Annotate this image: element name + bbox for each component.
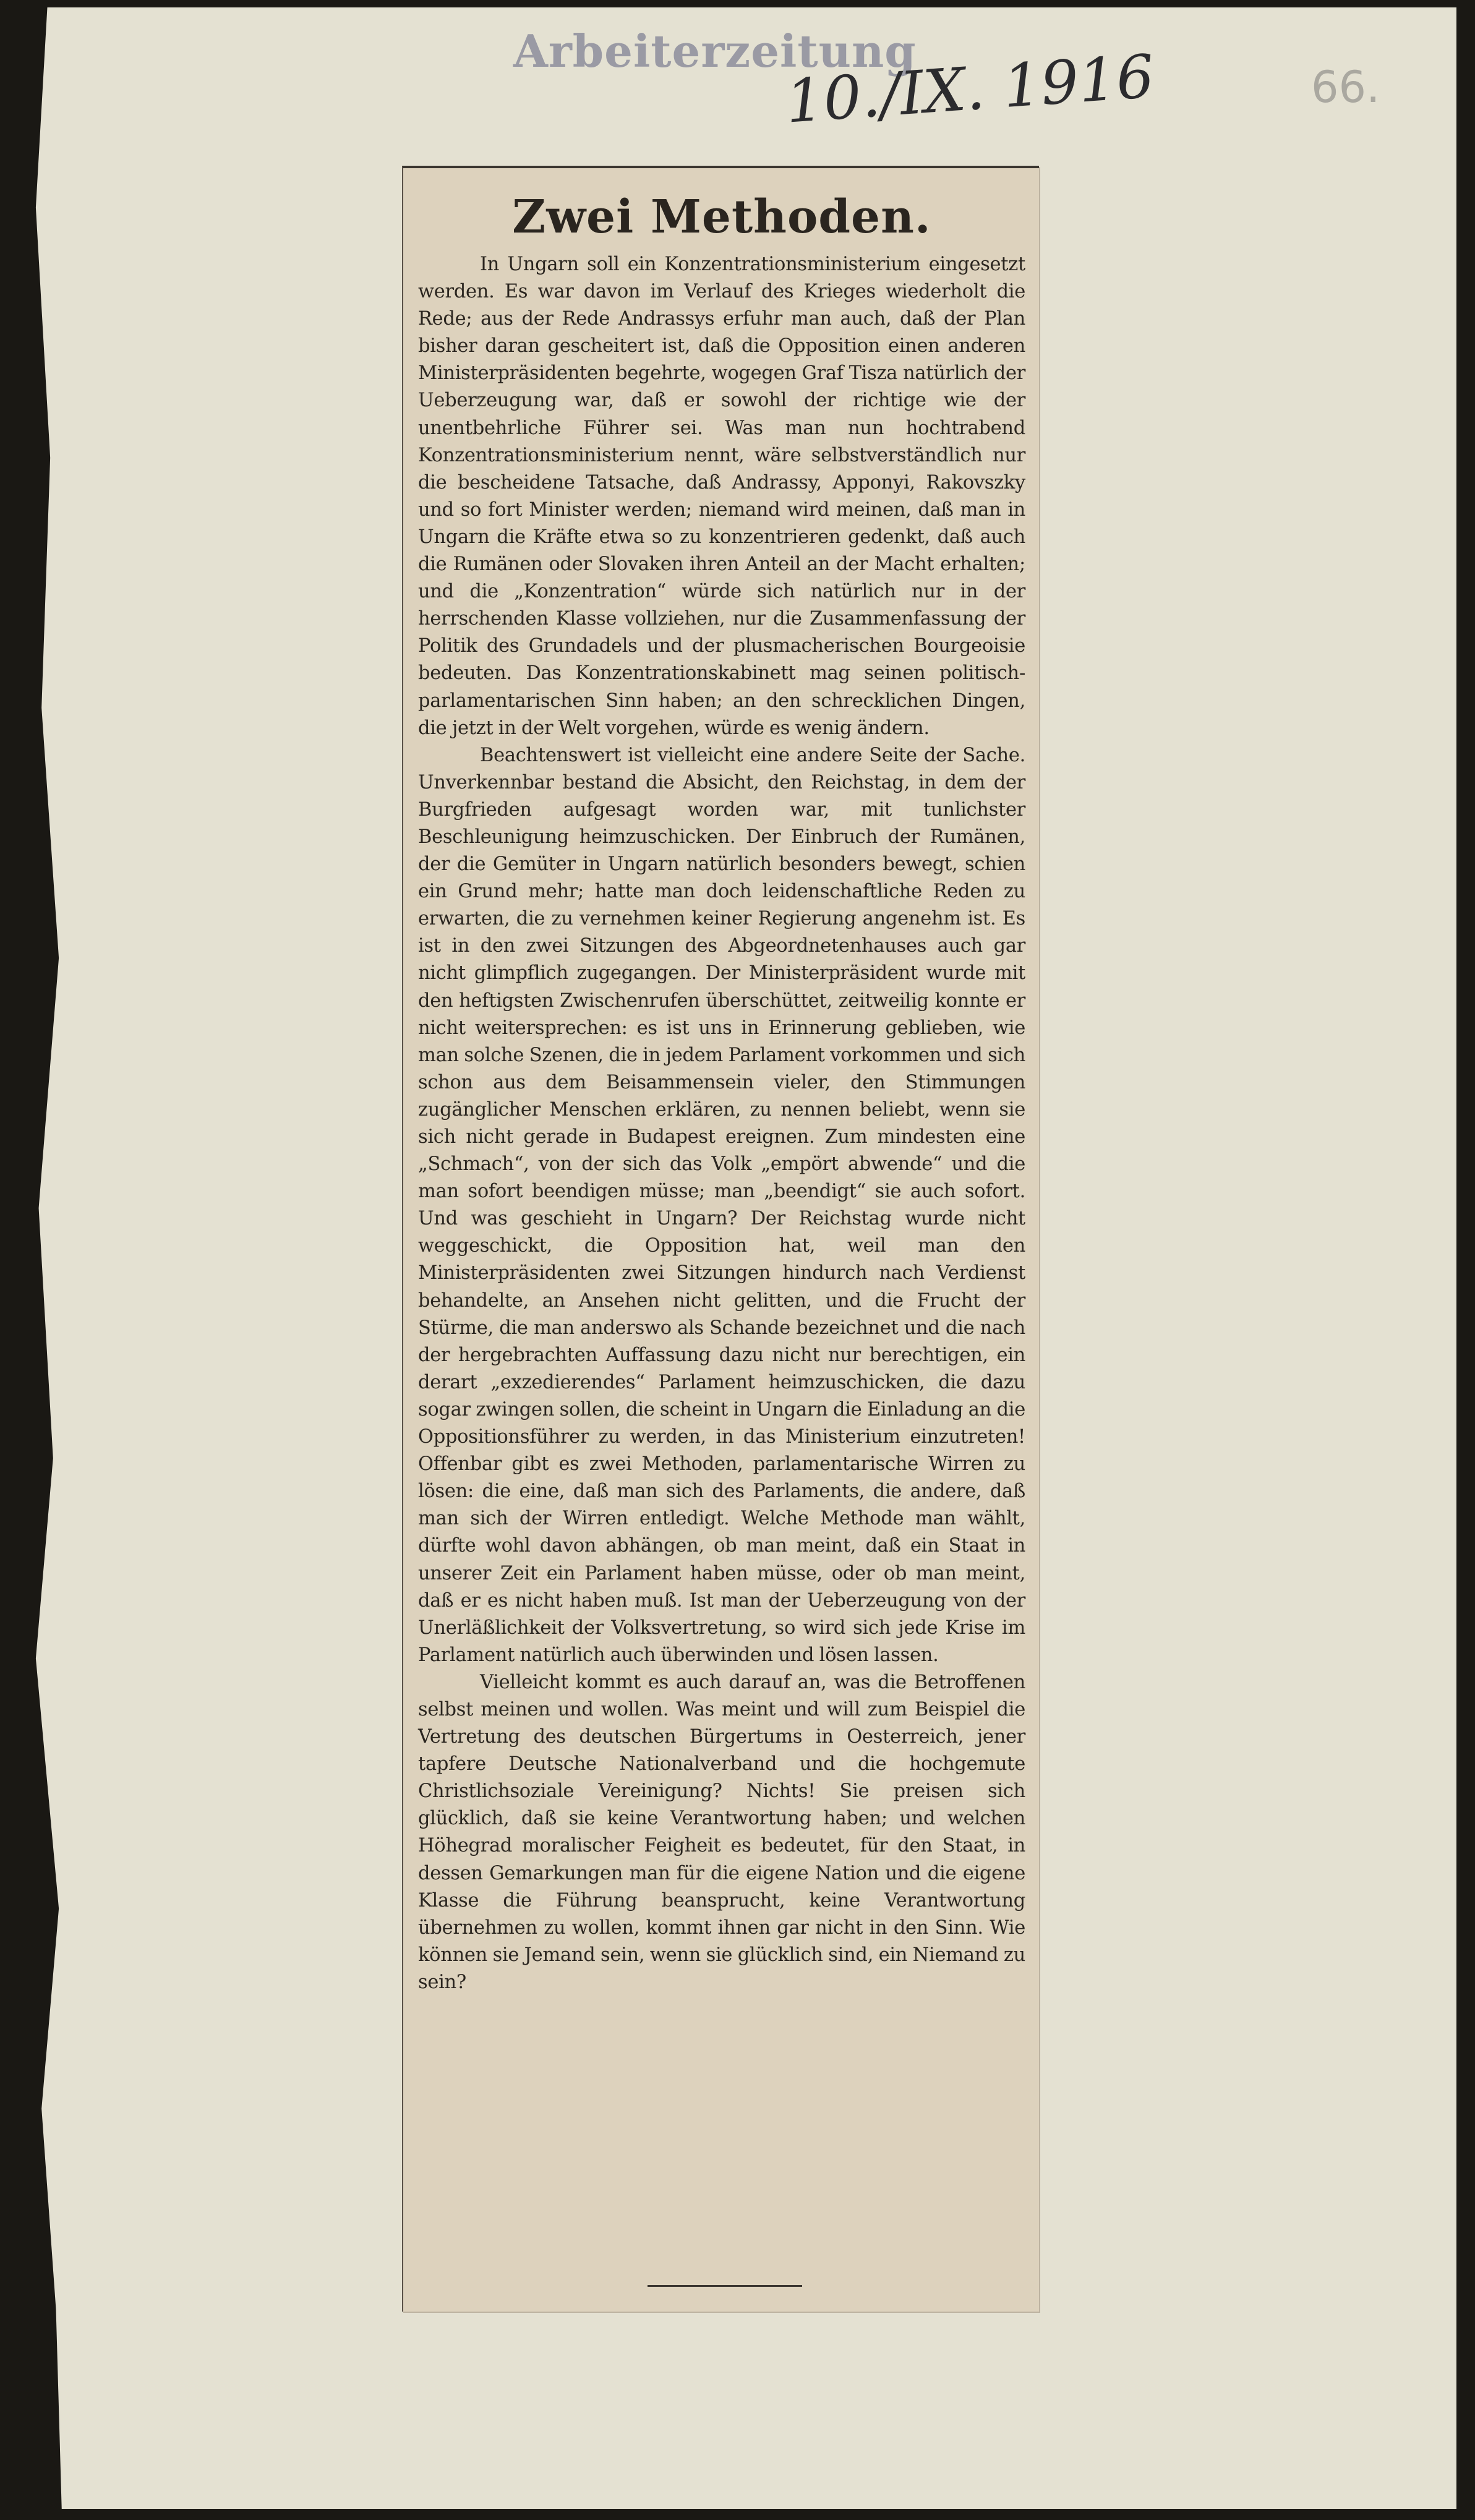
article-title: Zwei Methoden.	[512, 190, 931, 244]
article-paragraph: In Ungarn soll ein Konzentrationsministerium eingesetzt werden. Es war davon im Verlauf des Krieges wiederholt die Rede; aus der Rede Andrassys erfuhr man auch, daß der Plan bisher daran gescheitert ist, daß die Opposition einen anderen Ministerpräsidenten begehrte, wogegen Graf Tisza natürlich der Ueberzeugung war, daß er sowohl der richtige wie der unentbehrliche Führer sei. Was man nun hochtrabend Konzentrationsministerium nennt, wäre selbstverständlich nur die bescheidene Tatsache, daß Andrassy, Apponyi, Rakovszky und so fort Minister werden; niemand wird meinen, daß man in Ungarn die Kräfte etwa so zu konzentrieren gedenkt, daß auch die Rumänen oder Slovaken ihren Anteil an der Macht erhalten; und die „Konzentration“ würde sich natürlich nur in der herrschenden Klasse vollziehen, nur die Zusammenfassung der Politik des Grundadels und der plusmacherischen Bourgeoisie bedeuten. Das Konzentrationskabinett mag seinen politisch-parlamentarischen Sinn haben; an den schrecklichen Dingen, die jetzt in der Welt vorgehen, würde es wenig ändern.	[418, 254, 1025, 739]
end-rule	[648, 2285, 802, 2287]
page-number: 66.	[1311, 62, 1380, 113]
archive-stamp: Arbeiterzeitung	[513, 25, 917, 77]
newspaper-clipping	[402, 166, 1039, 2312]
article-paragraph: Beachtenswert ist vielleicht eine andere Seite der Sache. Unverkennbar bestand die Absicht, den Reichstag, in dem der Burgfrieden aufgesagt worden war, mit tunlichster Beschleunigung heimzuschicken. Der Einbruch der Rumänen, der die Gemüter in Ungarn natürlich besonders bewegt, schien ein Grund mehr; hatte man doch leidenschaftliche Reden zu erwarten, die zu vernehmen keiner Regierung angenehm ist. Es ist in den zwei Sitzungen des Abgeordnetenhauses auch gar nicht glimpflich zugegangen. Der Ministerpräsident wurde mit den heftigsten Zwischenrufen überschüttet, zeitweilig konnte er nicht weitersprechen: es ist uns in Erinnerung geblieben, wie man solche Szenen, die in jedem Parlament vorkommen und sich schon aus dem Beisammensein vieler, den Stimmungen zugänglicher Menschen erklären, zu nennen beliebt, wenn sie sich nicht gerade in Budapest ereignen. Zum mindesten eine „Schmach“, von der sich das Volk „empört abwende“ und die man sofort beendigen müsse; man „beendigt“ sie auch sofort. Und was geschieht in Ungarn? Der Reichstag wurde nicht weggeschickt, die Opposition hat, weil man den Ministerpräsidenten zwei Sitzungen hindurch nach Verdienst behandelte, an Ansehen nicht gelitten, und die Frucht der Stürme, die man anderswo als Schande bezeichnet und die nach der hergebrachten Auffassung dazu nicht nur berechtigen, ein derart „exzedierendes“ Parlament heimzuschicken, die dazu sogar zwingen sollen, die scheint in Ungarn die Einladung an die Oppositionsführer zu werden, in das Ministerium einzutreten! Offenbar gibt es zwei Methoden, parlamentarische Wirren zu lösen: die eine, daß man sich des Parlaments, die andere, daß man sich der Wirren entledigt. Welche Methode man wählt, dürfte wohl davon abhängen, ob man meint, daß ein Staat in unserer Zeit ein Parlament haben müsse, oder ob man meint, daß er es nicht haben muß. Ist man der Ueberzeugung von der Unerläßlichkeit der Volksvertretung, so wird sich jede Krise im Parlament natürlich auch überwinden und lösen lassen.	[418, 744, 1025, 1666]
article-paragraph: Vielleicht kommt es auch darauf an, was die Betroffenen selbst meinen und wollen. Was meint und will zum Beispiel die Vertretung des deutschen Bürgertums in Oesterreich, jener tapfere Deutsche Nationalverband und die hochgemute Christlichsoziale Vereinigung? Nichts! Sie preisen sich glücklich, daß sie keine Verantwortung haben; und welchen Höhegrad moralischer Feigheit es bedeutet, für den Staat, in dessen Gemarkungen man für die eigene Nation und die eigene Klasse die Führung beansprucht, keine Verantwortung übernehmen zu wollen, kommt ihnen gar nicht in den Sinn. Wie können sie Jemand sein, wenn sie glücklich sind, ein Niemand zu sein?	[418, 1671, 1025, 1993]
handwritten-date: 10./IX. 1916	[783, 41, 1156, 137]
